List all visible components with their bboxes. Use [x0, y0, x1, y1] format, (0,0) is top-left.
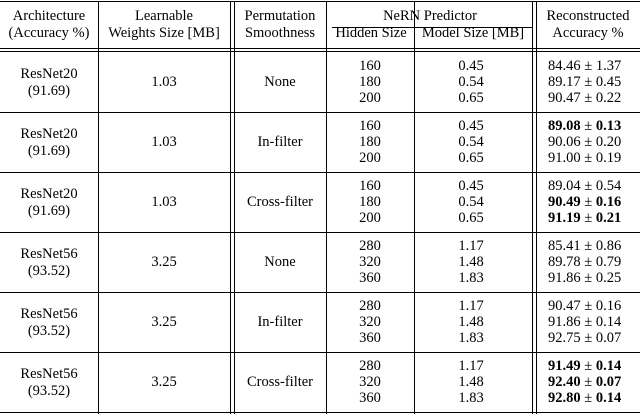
- permutation-smoothness: Cross-filter: [246, 374, 314, 390]
- hidden-size: 320: [359, 374, 381, 390]
- reconstructed-accuracy: 90.47 ± 0.16: [548, 298, 622, 314]
- weights-size: 3.25: [151, 374, 177, 390]
- header-permutation-line1: Permutation: [244, 8, 316, 24]
- permutation-smoothness: None: [264, 74, 296, 90]
- model-size: 0.65: [458, 90, 484, 106]
- hidden-size: 160: [359, 58, 381, 74]
- architecture-accuracy: (91.69): [27, 203, 71, 219]
- architecture-name: ResNet56: [20, 306, 78, 322]
- architecture-accuracy: (91.69): [27, 143, 71, 159]
- hidden-size: 200: [359, 150, 381, 166]
- hidden-size: 360: [359, 330, 381, 346]
- header-hidden-size: Hidden Size: [335, 25, 407, 41]
- permutation-smoothness: In-filter: [257, 134, 303, 150]
- model-size: 0.54: [458, 134, 484, 150]
- column-divider: [230, 1, 231, 414]
- header-reconstructed-line2: Accuracy %: [552, 25, 624, 41]
- column-divider: [536, 1, 537, 414]
- architecture-name: ResNet20: [20, 126, 78, 142]
- reconstructed-accuracy: 91.86 ± 0.25: [548, 270, 622, 286]
- architecture-name: ResNet56: [20, 366, 78, 382]
- rule-header-1: [0, 48, 640, 49]
- architecture-name: ResNet20: [20, 186, 78, 202]
- permutation-smoothness: Cross-filter: [246, 194, 314, 210]
- column-divider: [532, 1, 533, 414]
- header-weights-line1: Learnable: [135, 8, 193, 24]
- permutation-smoothness: None: [264, 254, 296, 270]
- column-divider: [414, 1, 415, 414]
- architecture-accuracy: (93.52): [27, 383, 71, 399]
- reconstructed-accuracy: 84.46 ± 1.37: [548, 58, 622, 74]
- model-size: 0.65: [458, 150, 484, 166]
- header-architecture-line1: Architecture: [12, 8, 86, 24]
- reconstructed-accuracy: 92.40 ± 0.07: [548, 374, 622, 390]
- hidden-size: 360: [359, 390, 381, 406]
- hidden-size: 160: [359, 178, 381, 194]
- rule-group-separator: [0, 172, 640, 173]
- model-size: 1.17: [458, 358, 484, 374]
- model-size: 0.54: [458, 194, 484, 210]
- hidden-size: 280: [359, 298, 381, 314]
- model-size: 1.17: [458, 238, 484, 254]
- model-size: 1.83: [458, 330, 484, 346]
- rule-group-separator: [0, 292, 640, 293]
- hidden-size: 180: [359, 194, 381, 210]
- reconstructed-accuracy: 90.49 ± 0.16: [548, 194, 622, 210]
- model-size: 1.48: [458, 314, 484, 330]
- hidden-size: 360: [359, 270, 381, 286]
- model-size: 1.83: [458, 390, 484, 406]
- header-permutation-line2: Smoothness: [244, 25, 316, 41]
- header-reconstructed-line1: Reconstructed: [546, 8, 630, 24]
- model-size: 0.65: [458, 210, 484, 226]
- header-weights-line2: Weights Size [MB]: [108, 25, 220, 41]
- rule-group-separator: [0, 232, 640, 233]
- permutation-smoothness: In-filter: [257, 314, 303, 330]
- rule-header-2: [0, 51, 640, 52]
- architecture-accuracy: (93.52): [27, 263, 71, 279]
- weights-size: 3.25: [151, 314, 177, 330]
- reconstructed-accuracy: 89.78 ± 0.79: [548, 254, 622, 270]
- rule-group-separator: [0, 352, 640, 353]
- header-nern-predictor: NeRN Predictor: [383, 8, 477, 24]
- reconstructed-accuracy: 90.47 ± 0.22: [548, 90, 622, 106]
- model-size: 0.54: [458, 74, 484, 90]
- hidden-size: 280: [359, 238, 381, 254]
- header-architecture-line2: (Accuracy %): [8, 25, 90, 41]
- hidden-size: 180: [359, 134, 381, 150]
- column-divider: [234, 1, 235, 414]
- model-size: 0.45: [458, 118, 484, 134]
- architecture-name: ResNet20: [20, 66, 78, 82]
- hidden-size: 320: [359, 314, 381, 330]
- reconstructed-accuracy: 85.41 ± 0.86: [548, 238, 622, 254]
- reconstructed-accuracy: 89.08 ± 0.13: [548, 118, 622, 134]
- reconstructed-accuracy: 92.80 ± 0.14: [548, 390, 622, 406]
- rule-group-separator: [0, 412, 640, 413]
- rule-top: [0, 1, 640, 2]
- hidden-size: 160: [359, 118, 381, 134]
- model-size: 0.45: [458, 58, 484, 74]
- reconstructed-accuracy: 89.17 ± 0.45: [548, 74, 622, 90]
- rule-nern-sub: [332, 27, 532, 28]
- column-divider: [98, 1, 99, 414]
- model-size: 1.83: [458, 270, 484, 286]
- hidden-size: 200: [359, 90, 381, 106]
- architecture-accuracy: (91.69): [27, 83, 71, 99]
- weights-size: 3.25: [151, 254, 177, 270]
- reconstructed-accuracy: 91.00 ± 0.19: [548, 150, 622, 166]
- reconstructed-accuracy: 89.04 ± 0.54: [548, 178, 622, 194]
- model-size: 0.45: [458, 178, 484, 194]
- reconstructed-accuracy: 91.19 ± 0.21: [548, 210, 622, 226]
- reconstructed-accuracy: 92.75 ± 0.07: [548, 330, 622, 346]
- weights-size: 1.03: [151, 134, 177, 150]
- hidden-size: 280: [359, 358, 381, 374]
- hidden-size: 320: [359, 254, 381, 270]
- rule-group-separator: [0, 112, 640, 113]
- reconstructed-accuracy: 91.86 ± 0.14: [548, 314, 622, 330]
- model-size: 1.48: [458, 254, 484, 270]
- column-divider: [326, 1, 327, 414]
- reconstructed-accuracy: 91.49 ± 0.14: [548, 358, 622, 374]
- weights-size: 1.03: [151, 74, 177, 90]
- hidden-size: 180: [359, 74, 381, 90]
- model-size: 1.48: [458, 374, 484, 390]
- header-model-size: Model Size [MB]: [421, 25, 525, 41]
- model-size: 1.17: [458, 298, 484, 314]
- reconstructed-accuracy: 90.06 ± 0.20: [548, 134, 622, 150]
- architecture-accuracy: (93.52): [27, 323, 71, 339]
- weights-size: 1.03: [151, 194, 177, 210]
- hidden-size: 200: [359, 210, 381, 226]
- architecture-name: ResNet56: [20, 246, 78, 262]
